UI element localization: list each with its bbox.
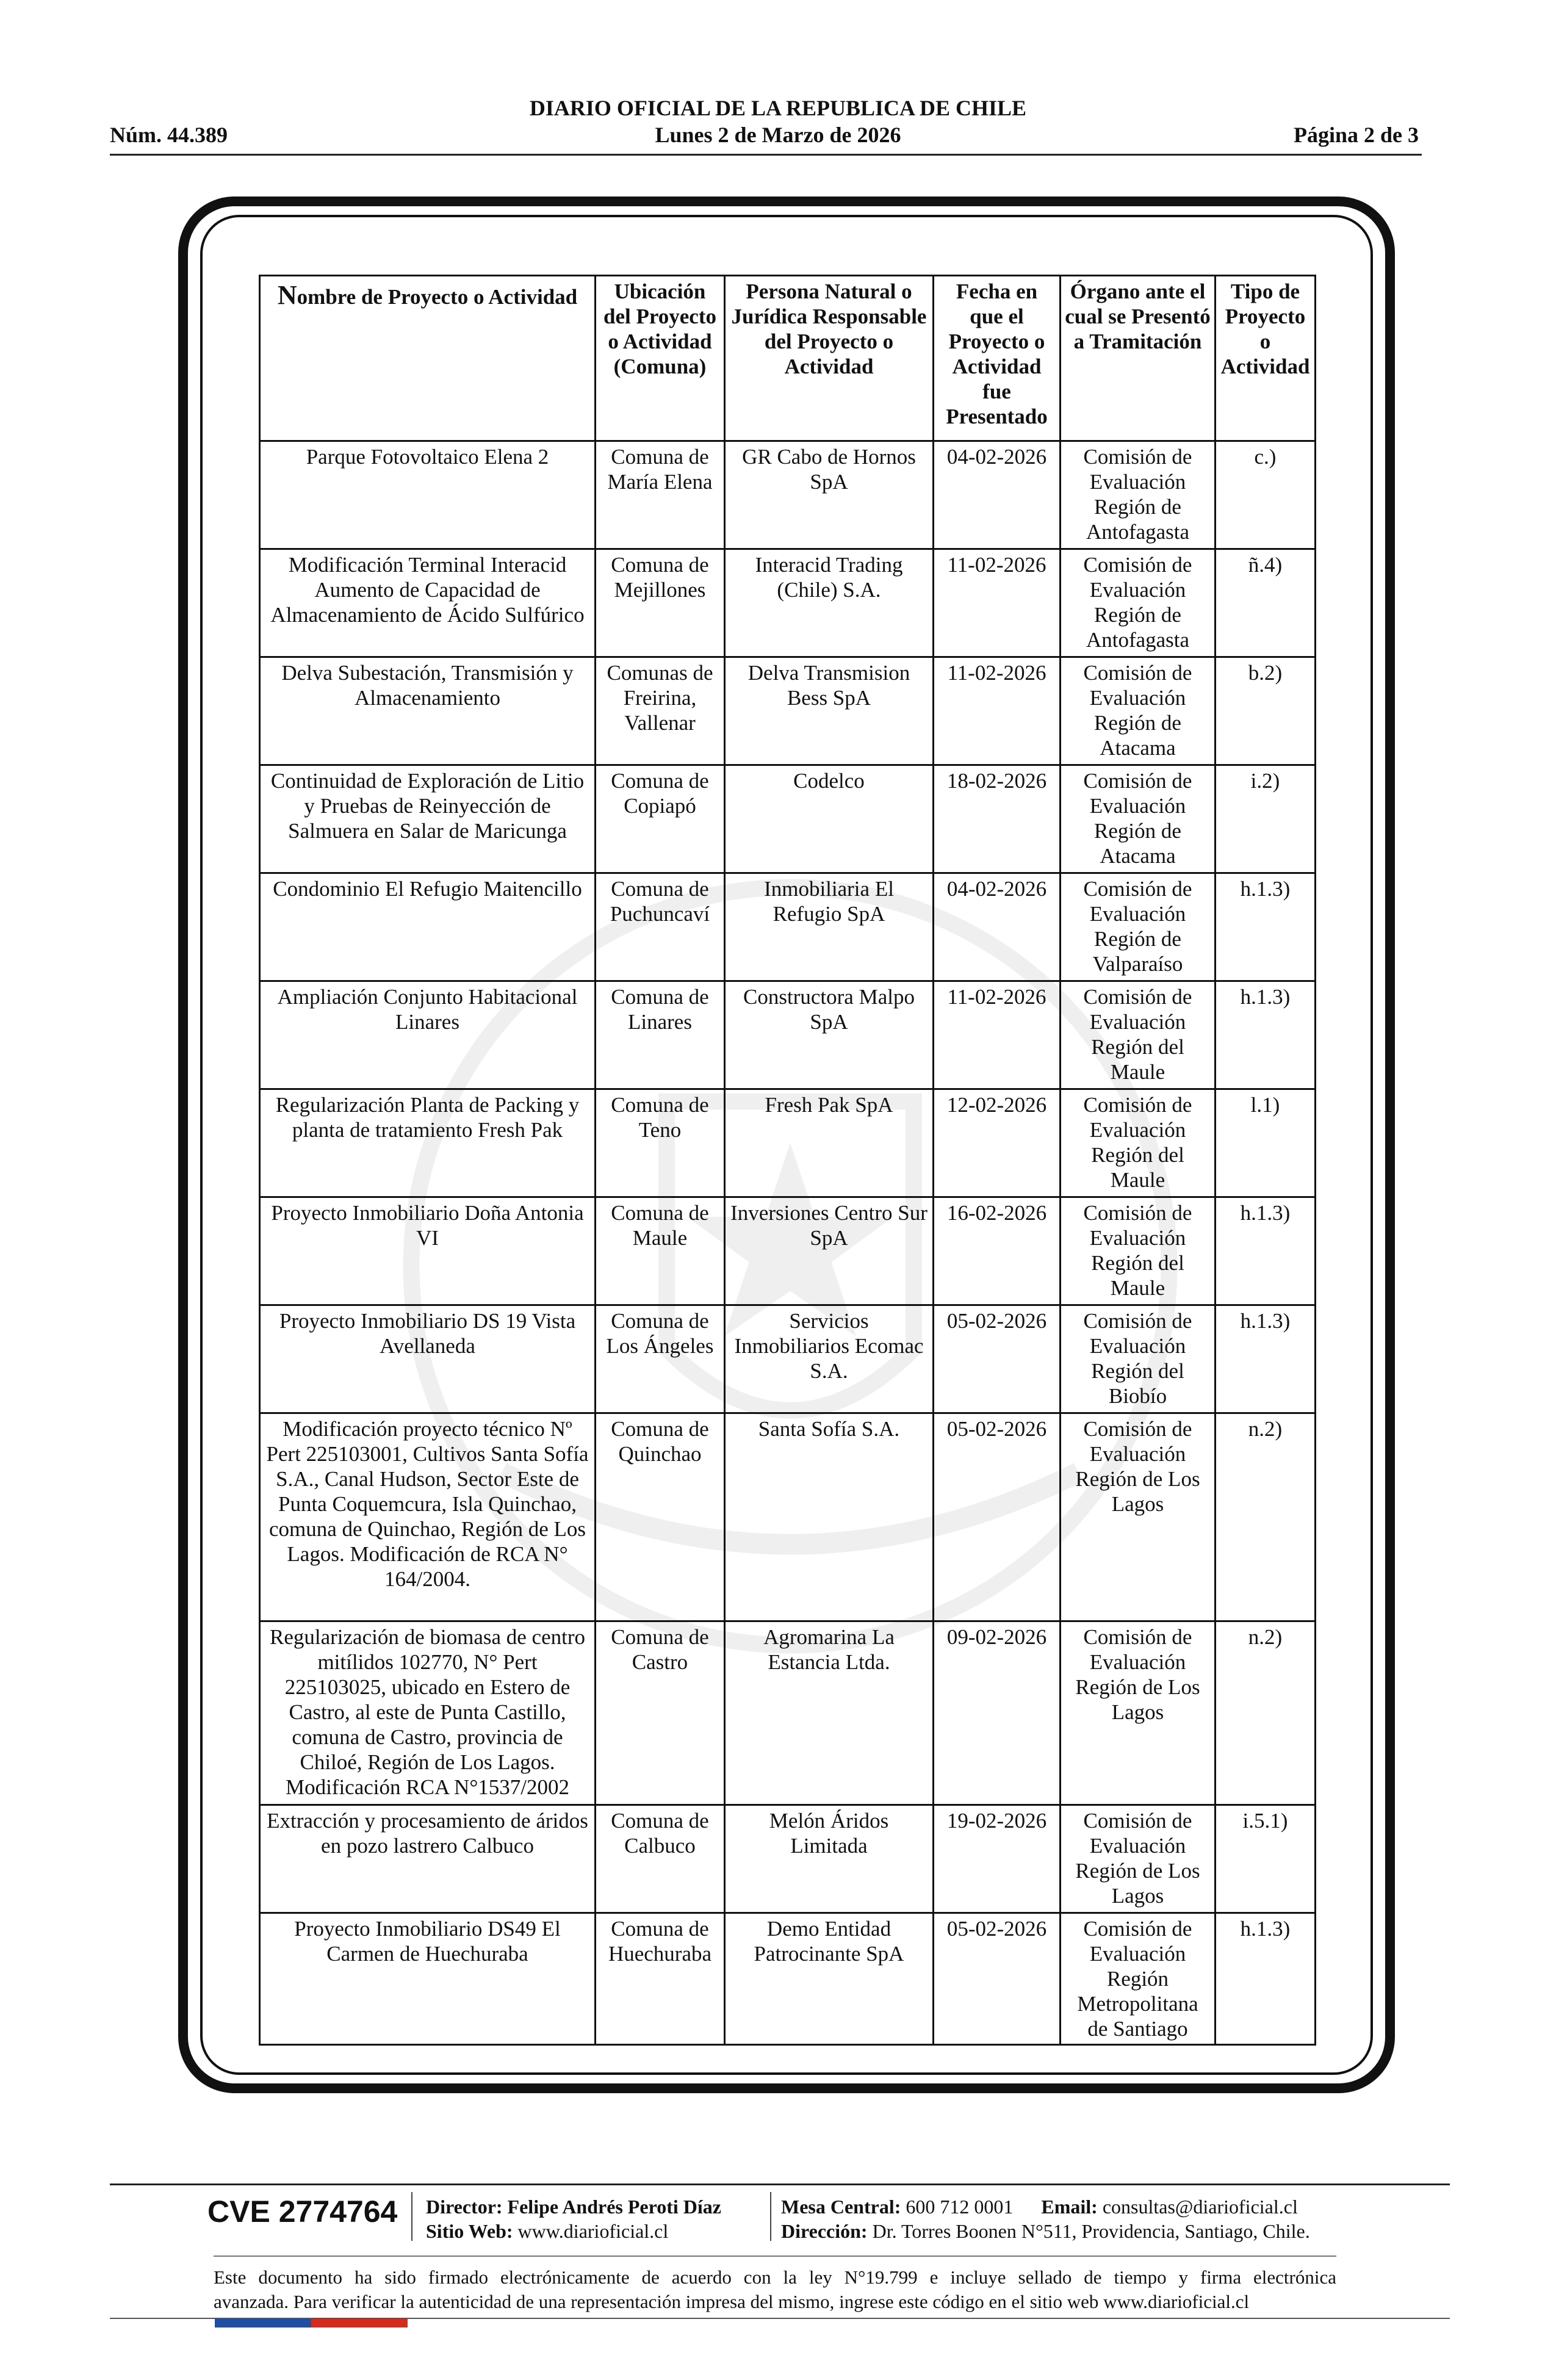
director-label: Director: bbox=[426, 2196, 503, 2218]
cell-organo: Comisión de Evaluación Región Metropolitana de Santiago bbox=[1061, 1913, 1216, 2045]
cell-organo: Comisión de Evaluación Región de Los Lagos bbox=[1061, 1621, 1216, 1805]
cell-tipo: i.2) bbox=[1216, 765, 1316, 873]
cell-responsable: Demo Entidad Patrocinante SpA bbox=[725, 1913, 934, 2045]
cell-nombre: Modificación proyecto técnico Nº Pert 225103001, Cultivos Santa Sofía S.A., Canal Hudson, Sector Este de Punta Coquemcura, Isla Quinchao, comuna de Quinchao, Región de Los Lagos. Modificación de RCA N° 164/2004. bbox=[260, 1413, 596, 1621]
footer-separator bbox=[770, 2192, 771, 2241]
cell-nombre: Regularización Planta de Packing y planta de tratamiento Fresh Pak bbox=[260, 1089, 596, 1197]
cell-tipo: h.1.3) bbox=[1216, 873, 1316, 981]
legal-divider bbox=[214, 2256, 1336, 2257]
header-divider bbox=[110, 154, 1422, 156]
flag-red-stripe bbox=[311, 2319, 408, 2328]
cell-responsable: Delva Transmision Bess SpA bbox=[725, 657, 934, 765]
cell-organo: Comisión de Evaluación Región de Antofagasta bbox=[1061, 441, 1216, 549]
cell-tipo: n.2) bbox=[1216, 1413, 1316, 1621]
flag-blue-stripe bbox=[215, 2319, 311, 2328]
column-header-organo: Órgano ante el cual se Presentó a Tramitación bbox=[1061, 276, 1216, 441]
cell-ubicacion: Comuna de Los Ángeles bbox=[596, 1305, 725, 1413]
cell-tipo: i.5.1) bbox=[1216, 1805, 1316, 1913]
cell-fecha: 04-02-2026 bbox=[934, 441, 1061, 549]
cell-tipo: l.1) bbox=[1216, 1089, 1316, 1197]
publication-title: DIARIO OFICIAL DE LA REPUBLICA DE CHILE bbox=[529, 96, 1027, 120]
cell-nombre: Condominio El Refugio Maitencillo bbox=[260, 873, 596, 981]
cell-fecha: 05-02-2026 bbox=[934, 1913, 1061, 2045]
address-value: Dr. Torres Boonen N°511, Providencia, Santiago, Chile. bbox=[872, 2220, 1310, 2242]
table-row bbox=[260, 1089, 1316, 1197]
cell-organo: Comisión de Evaluación Región de Valparaíso bbox=[1061, 873, 1216, 981]
page-indicator: Página 2 de 3 bbox=[1293, 123, 1419, 147]
cell-responsable: Servicios Inmobiliarios Ecomac S.A. bbox=[725, 1305, 934, 1413]
column-header-responsable: Persona Natural o Jurídica Responsable del Proyecto o Actividad bbox=[725, 276, 934, 441]
cell-nombre: Proyecto Inmobiliario DS49 El Carmen de Huechuraba bbox=[260, 1913, 596, 2045]
column-header-fecha: Fecha en que el Proyecto o Actividad fue Presentado bbox=[934, 276, 1061, 441]
cell-ubicacion: Comuna de Maule bbox=[596, 1197, 725, 1305]
cell-tipo: n.2) bbox=[1216, 1621, 1316, 1805]
cell-organo: Comisión de Evaluación Región del Maule bbox=[1061, 1197, 1216, 1305]
legal-notice-line-2: avanzada. Para verificar la autenticidad de una representación impresa del mismo, ingrese este código en el sitio web www.diarioficial.cl bbox=[214, 2291, 1250, 2312]
cell-responsable: Inmobiliaria El Refugio SpA bbox=[725, 873, 934, 981]
cell-ubicacion: Comunas de Freirina, Vallenar bbox=[596, 657, 725, 765]
cell-responsable: Fresh Pak SpA bbox=[725, 1089, 934, 1197]
cell-ubicacion: Comuna de Calbuco bbox=[596, 1805, 725, 1913]
legal-notice-line-1: Este documento ha sido firmado electrónicamente de acuerdo con la ley N°19.799 e incluye sellado de tiempo y firma electrónica bbox=[214, 2266, 1336, 2288]
cell-tipo: h.1.3) bbox=[1216, 981, 1316, 1089]
table-header-row bbox=[260, 276, 1316, 441]
director-name: Felipe Andrés Peroti Díaz bbox=[507, 2196, 721, 2218]
cell-nombre: Ampliación Conjunto Habitacional Linares bbox=[260, 981, 596, 1089]
cell-responsable: Codelco bbox=[725, 765, 934, 873]
cell-tipo: b.2) bbox=[1216, 657, 1316, 765]
cell-ubicacion: Comuna de Mejillones bbox=[596, 549, 725, 657]
cell-fecha: 11-02-2026 bbox=[934, 549, 1061, 657]
cell-responsable: Constructora Malpo SpA bbox=[725, 981, 934, 1089]
table-row bbox=[260, 1413, 1316, 1621]
cell-organo: Comisión de Evaluación Región de Antofagasta bbox=[1061, 549, 1216, 657]
footer-separator bbox=[411, 2192, 412, 2241]
cell-nombre: Extracción y procesamiento de áridos en pozo lastrero Calbuco bbox=[260, 1805, 596, 1913]
cell-nombre: Modificación Terminal Interacid Aumento de Capacidad de Almacenamiento de Ácido Sulfúrico bbox=[260, 549, 596, 657]
cell-responsable: GR Cabo de Hornos SpA bbox=[725, 441, 934, 549]
table-row bbox=[260, 1621, 1316, 1805]
cell-fecha: 05-02-2026 bbox=[934, 1413, 1061, 1621]
website-label: Sitio Web: bbox=[426, 2220, 513, 2242]
cell-organo: Comisión de Evaluación Región del Biobío bbox=[1061, 1305, 1216, 1413]
cell-nombre: Proyecto Inmobiliario Doña Antonia VI bbox=[260, 1197, 596, 1305]
cell-ubicacion: Comuna de Linares bbox=[596, 981, 725, 1089]
mesa-label: Mesa Central: bbox=[781, 2196, 901, 2218]
director-line bbox=[426, 2194, 721, 2219]
email-label: Email: bbox=[1041, 2196, 1098, 2218]
cell-responsable: Inversiones Centro Sur SpA bbox=[725, 1197, 934, 1305]
address-label: Dirección: bbox=[781, 2220, 868, 2242]
cell-fecha: 05-02-2026 bbox=[934, 1305, 1061, 1413]
table-row bbox=[260, 657, 1316, 765]
cell-fecha: 19-02-2026 bbox=[934, 1805, 1061, 1913]
column-header-nombre: Nombre de Proyecto o Actividad bbox=[260, 276, 596, 441]
cell-organo: Comisión de Evaluación Región de Atacama bbox=[1061, 765, 1216, 873]
cell-fecha: 11-02-2026 bbox=[934, 981, 1061, 1089]
cell-responsable: Santa Sofía S.A. bbox=[725, 1413, 934, 1621]
cell-nombre: Regularización de biomasa de centro mitílidos 102770, N° Pert 225103025, ubicado en Estero de Castro, al este de Punta Castillo, comuna de Castro, provincia de Chiloé, Región de Los Lagos. Modificación RCA N°1537/2002 bbox=[260, 1621, 596, 1805]
cell-organo: Comisión de Evaluación Región de Los Lagos bbox=[1061, 1805, 1216, 1913]
projects-table bbox=[259, 275, 1316, 2046]
cell-nombre: Continuidad de Exploración de Litio y Pruebas de Reinyección de Salmuera en Salar de Maricunga bbox=[260, 765, 596, 873]
mesa-phone: 600 712 0001 bbox=[906, 2196, 1014, 2218]
table-row bbox=[260, 1805, 1316, 1913]
cell-responsable: Melón Áridos Limitada bbox=[725, 1805, 934, 1913]
cell-ubicacion: Comuna de Copiapó bbox=[596, 765, 725, 873]
cell-tipo: c.) bbox=[1216, 441, 1316, 549]
cell-organo: Comisión de Evaluación Región de Atacama bbox=[1061, 657, 1216, 765]
cell-responsable: Interacid Trading (Chile) S.A. bbox=[725, 549, 934, 657]
cell-organo: Comisión de Evaluación Región de Los Lagos bbox=[1061, 1413, 1216, 1621]
table-row bbox=[260, 981, 1316, 1089]
cell-organo: Comisión de Evaluación Región del Maule bbox=[1061, 981, 1216, 1089]
website-link[interactable]: www.diarioficial.cl bbox=[517, 2220, 669, 2242]
cell-nombre: Proyecto Inmobiliario DS 19 Vista Avellaneda bbox=[260, 1305, 596, 1413]
cell-fecha: 12-02-2026 bbox=[934, 1089, 1061, 1197]
cell-fecha: 18-02-2026 bbox=[934, 765, 1061, 873]
cell-ubicacion: Comuna de Teno bbox=[596, 1089, 725, 1197]
cell-organo: Comisión de Evaluación Región del Maule bbox=[1061, 1089, 1216, 1197]
footer-divider bbox=[110, 2183, 1450, 2185]
cell-nombre: Parque Fotovoltaico Elena 2 bbox=[260, 441, 596, 549]
table-row bbox=[260, 1913, 1316, 2045]
cell-ubicacion: Comuna de Huechuraba bbox=[596, 1913, 725, 2045]
cell-fecha: 09-02-2026 bbox=[934, 1621, 1061, 1805]
cell-tipo: h.1.3) bbox=[1216, 1197, 1316, 1305]
contact-line bbox=[781, 2194, 1298, 2219]
issue-number: Núm. 44.389 bbox=[110, 123, 228, 147]
column-header-ubicacion: Ubicación del Proyecto o Actividad (Comuna) bbox=[596, 276, 725, 441]
cell-tipo: ñ.4) bbox=[1216, 549, 1316, 657]
cell-tipo: h.1.3) bbox=[1216, 1913, 1316, 2045]
cell-fecha: 04-02-2026 bbox=[934, 873, 1061, 981]
cell-ubicacion: Comuna de María Elena bbox=[596, 441, 725, 549]
cell-nombre: Delva Subestación, Transmisión y Almacenamiento bbox=[260, 657, 596, 765]
cell-ubicacion: Comuna de Puchuncaví bbox=[596, 873, 725, 981]
cell-responsable: Agromarina La Estancia Ltda. bbox=[725, 1621, 934, 1805]
cell-tipo: h.1.3) bbox=[1216, 1305, 1316, 1413]
address-line bbox=[781, 2219, 1310, 2243]
cell-ubicacion: Comuna de Castro bbox=[596, 1621, 725, 1805]
table-row bbox=[260, 549, 1316, 657]
cell-fecha: 16-02-2026 bbox=[934, 1197, 1061, 1305]
table-row bbox=[260, 873, 1316, 981]
email-link[interactable]: consultas@diarioficial.cl bbox=[1102, 2196, 1298, 2218]
table-row bbox=[260, 1197, 1316, 1305]
column-header-tipo: Tipo de Proyecto o Actividad bbox=[1216, 276, 1316, 441]
cell-ubicacion: Comuna de Quinchao bbox=[596, 1413, 725, 1621]
table-row bbox=[260, 441, 1316, 549]
table-row bbox=[260, 765, 1316, 873]
cve-code: CVE 2774764 bbox=[207, 2194, 398, 2229]
cell-fecha: 11-02-2026 bbox=[934, 657, 1061, 765]
issue-date: Lunes 2 de Marzo de 2026 bbox=[655, 123, 901, 147]
website-line bbox=[426, 2219, 668, 2243]
table-row bbox=[260, 1305, 1316, 1413]
